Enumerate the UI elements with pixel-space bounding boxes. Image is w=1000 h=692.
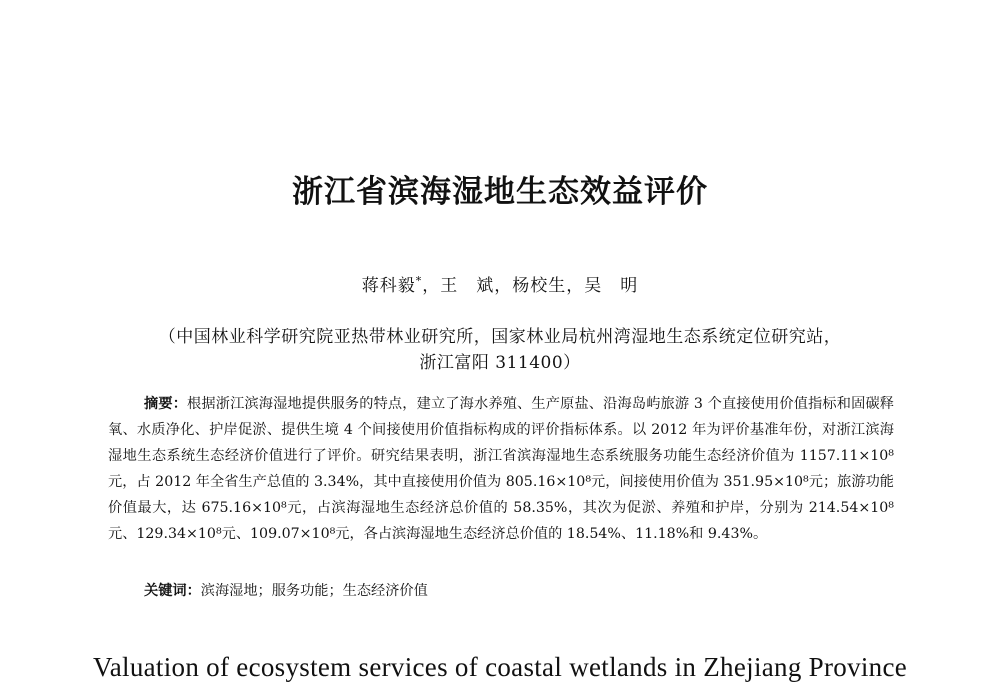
first-author: 蒋科毅 bbox=[361, 276, 416, 296]
affiliation-line-2: 浙江富阳 311400） bbox=[419, 353, 581, 373]
abstract bbox=[108, 391, 894, 547]
abstract-text: 根据浙江滨海湿地提供服务的特点，建立了海水养殖、生产原盐、沿海岛屿旅游 3 个直接使用价值指标和固碳释氧、水质净化、护岸促淤、提供生境 4 个间接使用价值指标构成的评价指标体系。以 2012 年为评价基准年份，对浙江滨海湿地生态系统生态经济价值进行了评价。研究结果表明，浙江省滨海湿地生态系统服务功能生态经济价值为 1157.11×10⁸元，占 2012 年全省生产总值的 3.34%，其中直接使用价值为 805.16×10⁸元，间接使用价值为 351.95×10⁸元；旅游功能价值最大，达 675.16×10⁸元，占滨海湿地生态经济总价值的 58.35%，其次为促淤、养殖和护岸，分别为 214.54×10⁸元、129.34×10⁸元、109.07×10⁸元，各占滨海湿地生态经济总价值的 18.54%、11.18%和 9.43%。 bbox=[108, 396, 894, 542]
keywords bbox=[144, 578, 894, 604]
paper-title: 浙江省滨海湿地生态效益评价 bbox=[292, 174, 708, 210]
corresponding-author-marker: * bbox=[415, 274, 423, 288]
other-authors: ，王 斌，杨校生，吴 明 bbox=[422, 276, 639, 296]
abstract-label: 摘要： bbox=[144, 396, 188, 412]
affiliation bbox=[100, 324, 900, 376]
english-title: Valuation of ecosystem services of coastal wetlands in Zhejiang Province bbox=[92, 652, 908, 682]
affiliation-line-1: （中国林业科学研究院亚热带林业研究所，国家林业局杭州湾湿地生态系统定位研究站， bbox=[158, 327, 842, 347]
keywords-label: 关键词： bbox=[144, 583, 201, 599]
author-list bbox=[0, 271, 1000, 296]
keywords-text: 滨海湿地；服务功能；生态经济价值 bbox=[200, 583, 428, 599]
